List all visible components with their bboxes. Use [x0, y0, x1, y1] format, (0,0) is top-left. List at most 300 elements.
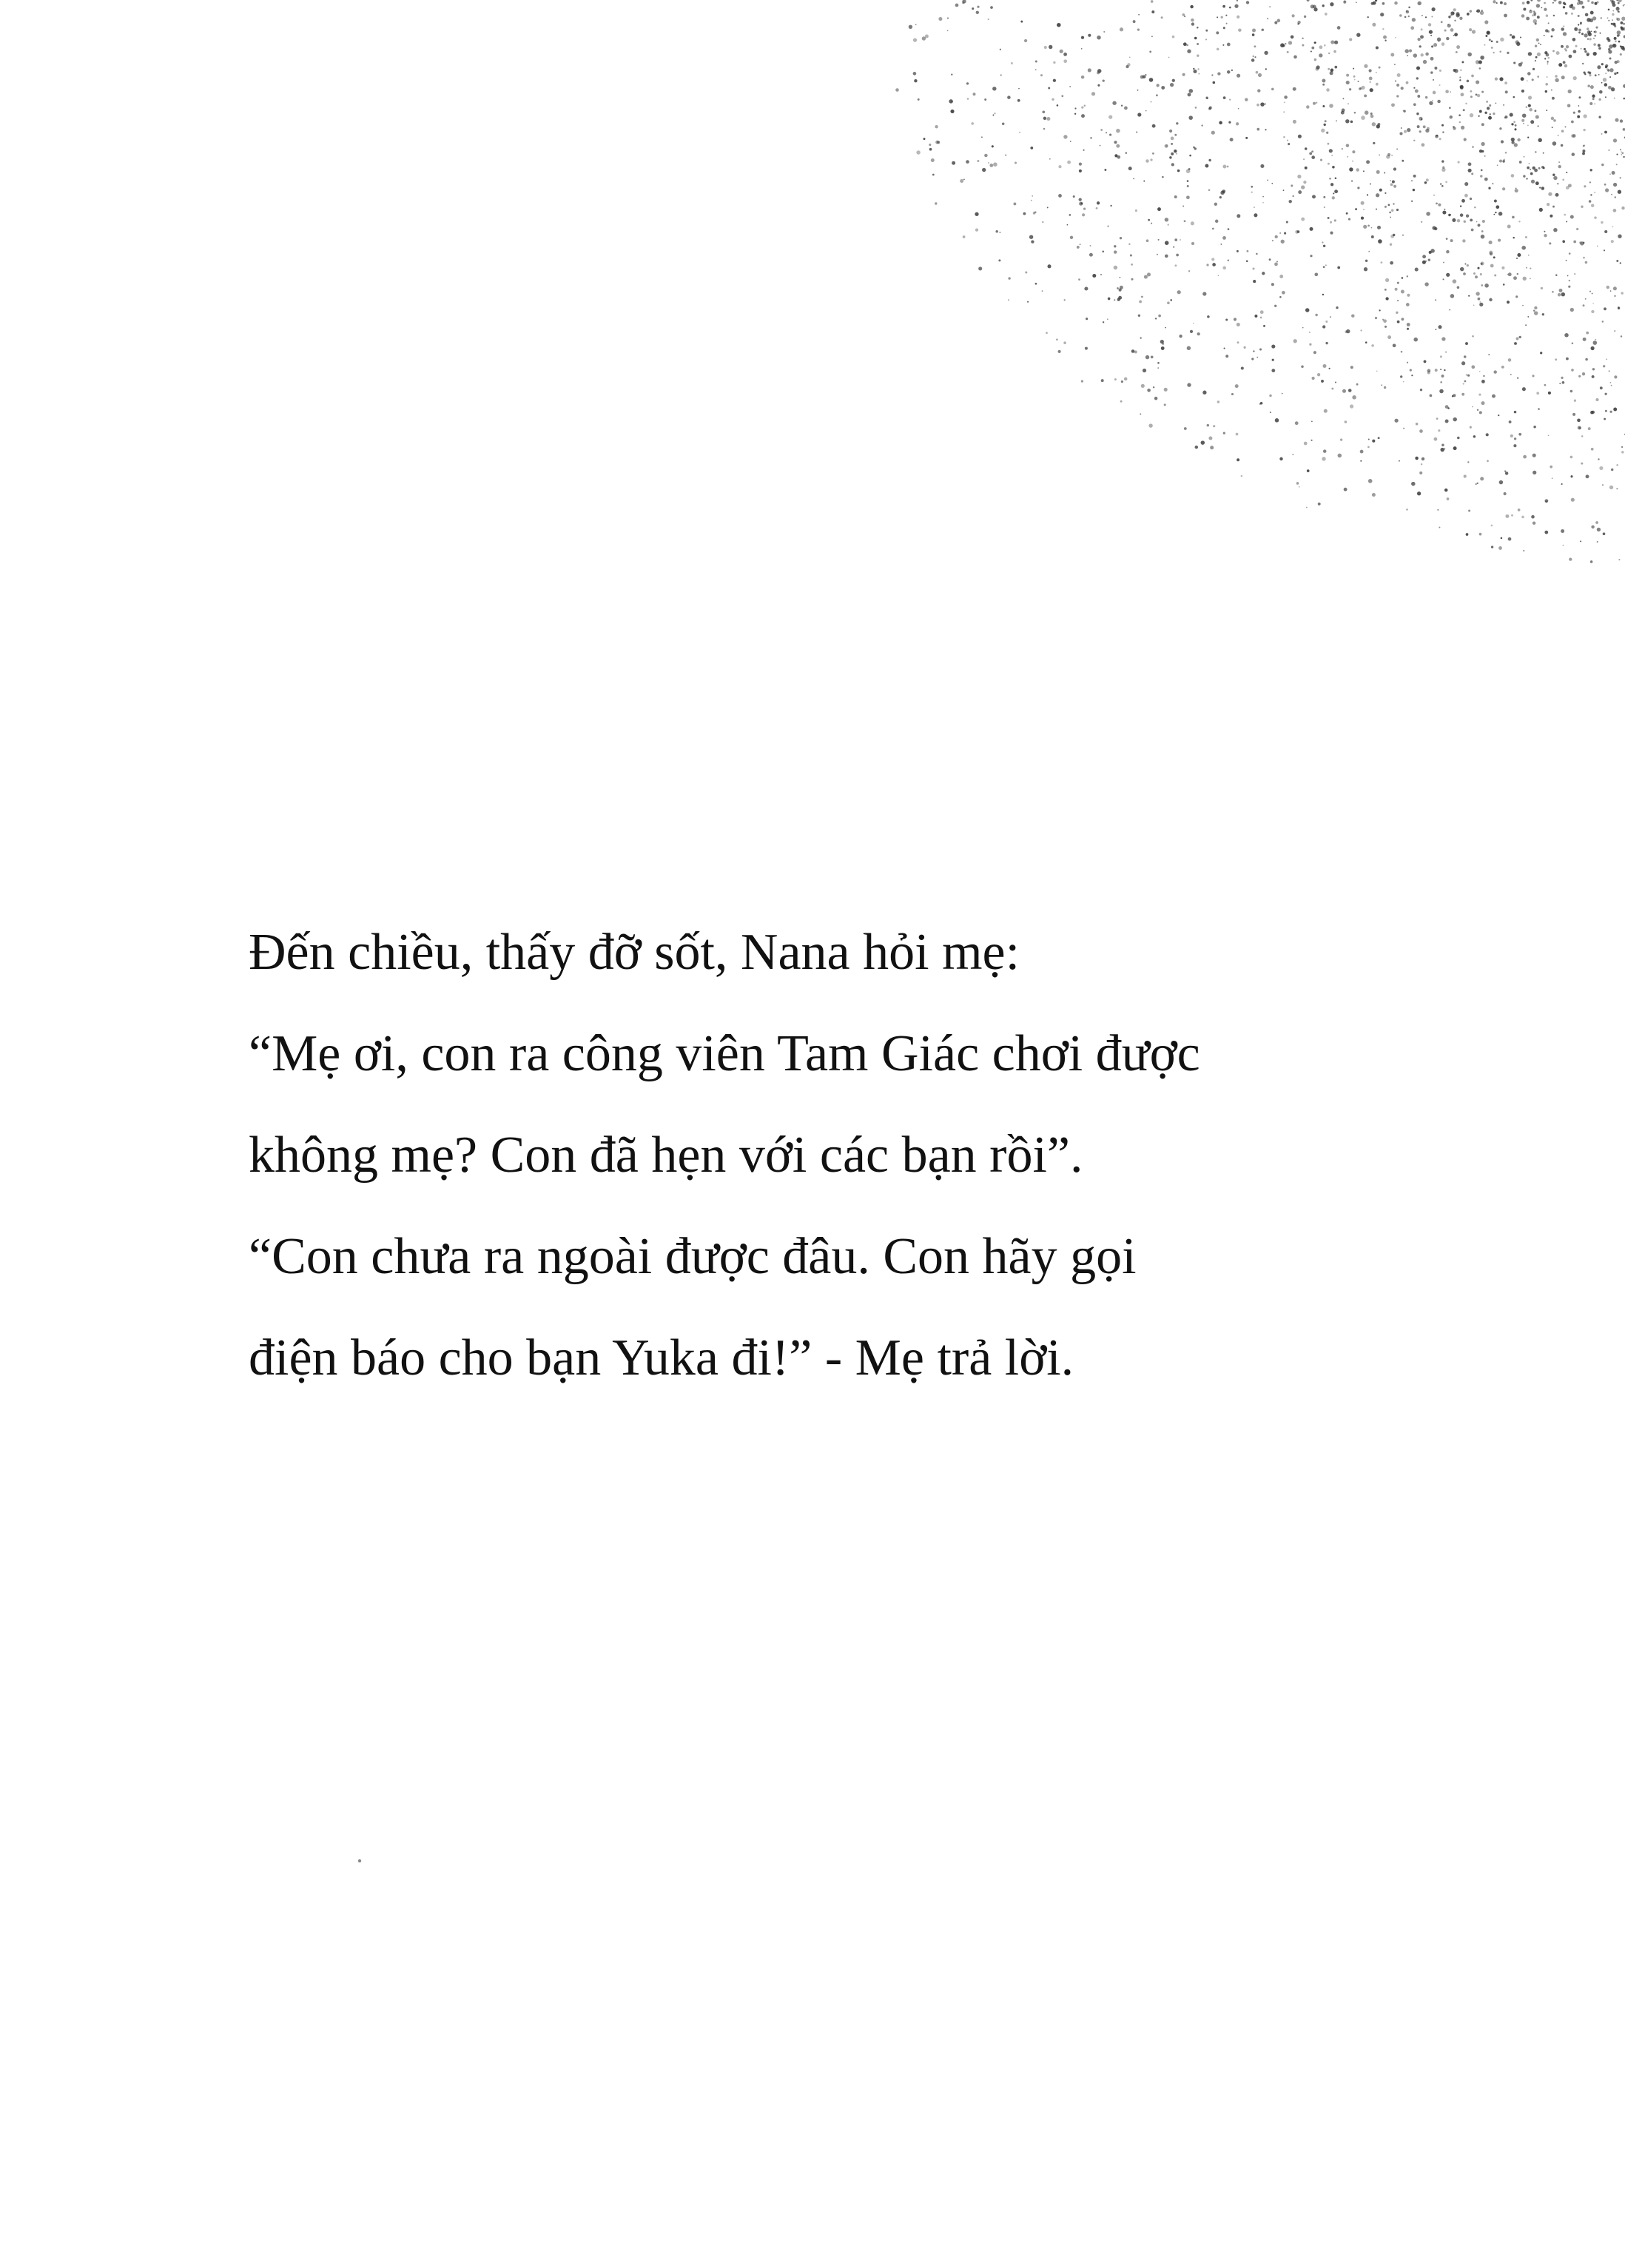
speckle-dot: [1416, 77, 1419, 79]
speckle-dot: [1197, 68, 1199, 70]
speckle-dot: [1322, 78, 1325, 82]
speckle-dot: [1447, 24, 1451, 27]
speckle-dot: [1587, 18, 1591, 22]
speckle-dot: [1330, 71, 1333, 75]
speckle-dot: [1177, 290, 1181, 294]
speckle-dot: [1161, 346, 1165, 350]
speckle-dot: [1253, 280, 1256, 283]
speckle-dot: [1376, 83, 1379, 86]
speckle-dot: [1490, 264, 1494, 268]
speckle-dot: [1597, 528, 1601, 531]
speckle-dot: [1280, 43, 1285, 47]
speckle-dot: [1534, 110, 1536, 112]
speckle-dot: [1450, 115, 1453, 118]
speckle-dot: [1526, 106, 1527, 107]
speckle-dot: [1157, 207, 1161, 211]
speckle-dot: [1510, 34, 1512, 36]
speckle-dot: [1121, 104, 1123, 106]
speckle-dot: [1352, 395, 1356, 400]
speckle-dot: [1172, 79, 1175, 82]
speckle-dot: [1323, 266, 1325, 268]
speckle-dot: [1536, 4, 1540, 7]
speckle-dot: [1367, 194, 1368, 195]
speckle-dot: [1500, 1, 1503, 4]
speckle-dot: [1615, 40, 1617, 42]
speckle-dot: [1566, 186, 1570, 189]
speckle-dot: [1507, 301, 1510, 303]
speckle-dot: [1109, 134, 1111, 136]
speckle-dot: [1246, 250, 1248, 252]
speckle-dot: [1605, 188, 1609, 192]
speckle-dot: [1158, 239, 1160, 241]
speckle-dot: [1174, 134, 1177, 136]
speckle-dot: [1577, 418, 1581, 422]
speckle-dot: [1264, 51, 1268, 55]
speckle-dot: [1346, 144, 1349, 147]
speckle-dot: [1535, 115, 1539, 118]
speckle-dot: [1578, 105, 1580, 107]
speckle-dot: [1612, 171, 1615, 175]
speckle-dot: [1040, 74, 1043, 76]
speckle-dot: [1621, 152, 1624, 154]
speckle-dot: [1303, 158, 1305, 160]
speckle-dot: [1151, 223, 1152, 224]
speckle-dot: [1578, 375, 1581, 378]
speckle-dot: [1345, 420, 1348, 423]
speckle-dot: [1195, 107, 1197, 109]
speckle-dot: [1603, 365, 1605, 367]
speckle-dot: [1616, 72, 1618, 74]
speckle-dot: [1501, 266, 1504, 269]
speckle-dot: [1381, 261, 1383, 264]
speckle-dot: [1299, 486, 1300, 488]
speckle-dot: [1441, 185, 1444, 187]
speckle-dot: [1311, 4, 1314, 8]
speckle-dot: [1602, 484, 1604, 486]
speckle-dot: [1174, 195, 1177, 198]
speckle-dot: [1406, 81, 1409, 84]
speckle-dot: [1309, 343, 1311, 346]
speckle-dot: [1597, 1, 1599, 3]
speckle-dot: [1316, 101, 1318, 104]
speckle-dot: [1257, 89, 1260, 92]
speckle-dot: [1342, 148, 1343, 150]
speckle-dot: [1561, 76, 1565, 79]
speckle-dot: [1548, 192, 1552, 196]
speckle-dot: [1480, 175, 1483, 178]
speckle-dot: [1416, 423, 1419, 426]
speckle-dot: [1310, 255, 1312, 257]
speckle-dot: [1614, 375, 1617, 378]
speckle-dot: [1285, 43, 1286, 44]
speckle-dot: [1215, 220, 1219, 224]
speckle-dot: [1360, 450, 1364, 454]
speckle-dot: [1484, 112, 1487, 114]
speckle-dot: [1124, 107, 1128, 110]
speckle-dot: [1387, 335, 1391, 339]
speckle-dot: [1324, 409, 1328, 413]
speckle-dot: [1459, 114, 1461, 116]
speckle-dot: [1177, 170, 1180, 172]
speckle-dot: [1162, 176, 1164, 178]
speckle-dot: [1395, 37, 1396, 38]
speckle-dot: [1604, 249, 1605, 251]
speckle-dot: [1620, 45, 1622, 47]
speckle-dot: [1222, 236, 1226, 240]
speckle-dot: [1228, 228, 1230, 230]
speckle-dot: [1530, 120, 1534, 124]
speckle-dot: [1293, 120, 1296, 124]
speckle-dot: [1481, 284, 1483, 286]
speckle-dot: [1601, 63, 1604, 65]
speckle-dot: [1126, 65, 1128, 68]
speckle-dot: [1618, 306, 1620, 309]
speckle-dot: [1131, 278, 1134, 281]
speckle-dot: [1143, 75, 1146, 78]
speckle-dot: [1237, 341, 1239, 343]
speckle-dot: [1491, 47, 1493, 49]
speckle-dot: [1613, 286, 1617, 290]
speckle-dot: [1369, 76, 1373, 80]
speckle-dot: [1205, 38, 1207, 40]
speckle-dot: [1234, 4, 1238, 8]
speckle-dot: [1311, 150, 1313, 152]
speckle-dot: [1311, 377, 1314, 380]
speckle-dot: [1454, 69, 1458, 73]
speckle-dot: [1460, 213, 1464, 217]
speckle-dot: [1515, 124, 1517, 127]
speckle-dot: [1426, 212, 1430, 216]
speckle-dot: [1271, 369, 1275, 372]
speckle-dot: [1492, 183, 1493, 184]
speckle-dot: [1265, 129, 1266, 130]
speckle-dot: [1586, 332, 1589, 335]
speckle-dot: [1252, 29, 1256, 33]
speckle-dot: [1370, 113, 1373, 115]
speckle-dot: [1432, 226, 1436, 229]
speckle-dot: [1380, 13, 1384, 16]
speckle-dot: [1617, 7, 1618, 8]
speckle-dot: [1297, 21, 1300, 24]
speckle-dot: [1475, 275, 1478, 278]
speckle-dot: [1484, 155, 1486, 157]
speckle-dot: [1100, 145, 1101, 147]
speckle-dot: [1503, 284, 1505, 286]
speckle-dot: [1461, 61, 1464, 63]
speckle-dot: [1330, 69, 1334, 73]
speckle-dot: [1579, 241, 1581, 244]
speckle-dot: [1015, 162, 1017, 164]
speckle-dot: [1491, 40, 1493, 42]
speckle-dot: [1329, 149, 1333, 152]
speckle-dot: [1394, 64, 1396, 65]
speckle-dot: [1387, 153, 1390, 156]
speckle-dot: [1555, 274, 1557, 275]
speckle-dot: [1476, 221, 1478, 223]
speckle-dot: [1137, 90, 1139, 91]
speckle-dot: [1581, 463, 1583, 465]
speckle-dot: [1318, 503, 1321, 506]
speckle-dot: [993, 162, 997, 167]
speckle-dot: [1590, 411, 1594, 415]
speckle-dot: [1609, 173, 1611, 175]
speckle-dot: [1445, 181, 1447, 183]
speckle-dot: [1256, 71, 1259, 74]
speckle-dot: [1444, 30, 1447, 32]
speckle-dot: [1197, 55, 1199, 57]
speckle-dot: [955, 4, 959, 7]
speckle-dot: [1585, 13, 1589, 17]
speckle-dot: [1396, 84, 1399, 87]
speckle-dot: [1558, 135, 1559, 136]
speckle-dot: [1174, 264, 1177, 266]
speckle-dot: [1573, 50, 1577, 53]
speckle-dot: [1336, 120, 1337, 121]
speckle-dot: [1609, 411, 1612, 413]
speckle-dot: [1502, 187, 1505, 190]
speckle-dot: [1503, 104, 1504, 106]
story-line-4: “Con chưa ra ngoài được đâu. Con hãy gọi: [249, 1228, 1137, 1285]
speckle-dot: [1403, 110, 1405, 112]
speckle-dot: [1620, 149, 1621, 150]
speckle-dot: [1156, 84, 1159, 87]
speckle-dot: [1151, 101, 1152, 103]
speckle-dot: [1528, 52, 1532, 56]
speckle-dot: [1103, 321, 1104, 323]
speckle-dot: [1259, 403, 1262, 405]
speckle-dot: [1217, 72, 1220, 75]
speckle-dot: [1205, 164, 1208, 168]
speckle-dot: [1270, 412, 1271, 413]
speckle-dot: [1435, 135, 1439, 138]
speckle-dot: [1505, 514, 1509, 518]
speckle-dot: [1446, 273, 1450, 277]
speckle-dot: [1384, 386, 1386, 389]
speckle-dot: [1271, 345, 1275, 349]
speckle-dot: [1415, 90, 1419, 93]
speckle-dot: [1296, 482, 1299, 485]
speckle-dot: [1425, 53, 1429, 56]
speckle-dot: [1103, 31, 1105, 33]
speckle-dot: [1368, 251, 1370, 252]
speckle-dot: [1459, 121, 1461, 123]
speckle-dot: [1271, 183, 1273, 184]
speckle-dot: [1311, 47, 1314, 50]
speckle-dot: [1589, 291, 1591, 292]
speckle-dot: [913, 72, 917, 76]
speckle-dot: [1212, 228, 1214, 230]
speckle-dot: [1302, 327, 1304, 329]
speckle-dot: [1489, 298, 1492, 301]
speckle-dot: [1445, 420, 1449, 423]
speckle-dot: [1453, 13, 1455, 14]
speckle-dot: [1584, 144, 1585, 146]
speckle-dot: [1573, 241, 1576, 244]
speckle-dot: [914, 79, 917, 82]
speckle-dot: [1356, 383, 1359, 386]
speckle-dot: [1552, 97, 1555, 100]
speckle-dot: [1421, 221, 1422, 223]
speckle-dot: [1275, 418, 1279, 423]
speckle-dot: [1450, 214, 1451, 215]
speckle-dot: [1407, 294, 1410, 297]
speckle-dot: [1194, 37, 1197, 40]
speckle-dot: [1323, 196, 1325, 198]
speckle-dot: [1540, 44, 1541, 45]
speckle-dot: [1091, 92, 1095, 95]
speckle-dot: [1422, 255, 1426, 258]
speckle-dot: [1197, 43, 1199, 45]
speckle-dot: [1446, 37, 1449, 40]
speckle-dot: [1544, 58, 1546, 59]
speckle-dot: [1385, 297, 1388, 300]
speckle-dot: [1263, 325, 1265, 327]
speckle-dot: [1365, 341, 1367, 343]
speckle-dot: [1521, 246, 1526, 250]
speckle-dot: [1472, 146, 1473, 147]
speckle-dot: [1244, 346, 1246, 349]
speckle-dot: [1097, 201, 1100, 204]
speckle-dot: [1582, 150, 1585, 152]
speckle-dot: [1588, 31, 1590, 33]
speckle-dot: [1370, 115, 1374, 118]
speckle-dot: [1513, 237, 1515, 239]
speckle-dot: [1390, 243, 1392, 245]
speckle-dot: [1613, 408, 1617, 412]
speckle-dot: [1601, 221, 1604, 224]
speckle-dot: [1464, 264, 1466, 265]
speckle-dot: [1565, 12, 1568, 15]
speckle-dot: [1171, 137, 1174, 141]
speckle-dot: [1049, 158, 1051, 160]
speckle-dot: [1212, 263, 1216, 266]
speckle-dot: [1216, 31, 1219, 34]
speckle-dot: [1288, 200, 1291, 203]
speckle-dot: [1143, 181, 1145, 182]
speckle-dot: [1208, 437, 1212, 440]
speckle-dot: [1594, 30, 1597, 33]
speckle-dot: [1587, 0, 1589, 2]
speckle-dot: [1329, 104, 1333, 108]
speckle-dot: [1565, 50, 1567, 52]
speckle-dot: [1126, 152, 1127, 154]
speckle-dot: [1165, 255, 1168, 258]
speckle-dot: [1415, 457, 1419, 460]
speckle-dot: [1237, 323, 1240, 326]
speckle-dot: [1330, 316, 1331, 318]
speckle-dot: [1311, 440, 1313, 441]
speckle-dot: [1615, 118, 1618, 122]
speckle-dot: [1588, 427, 1591, 430]
speckle-dot: [1474, 207, 1476, 209]
speckle-dot: [1605, 64, 1608, 67]
speckle-dot: [1024, 39, 1027, 42]
speckle-dot: [1141, 384, 1145, 388]
speckle-dot: [1359, 87, 1362, 90]
speckle-dot: [1457, 437, 1460, 440]
speckle-dot: [1488, 116, 1492, 120]
speckle-dot: [1437, 38, 1441, 41]
speckle-dot: [1252, 267, 1254, 269]
speckle-dot: [1023, 212, 1026, 215]
speckle-dot: [967, 98, 969, 100]
speckle-dot: [909, 25, 912, 29]
speckle-dot: [1534, 306, 1537, 309]
speckle-dot: [1476, 81, 1479, 84]
speckle-dot: [1150, 158, 1152, 161]
speckle-dot: [1576, 228, 1578, 230]
speckle-dot: [1578, 426, 1581, 429]
speckle-dot: [1129, 57, 1131, 58]
speckle-dot: [981, 136, 983, 138]
speckle-dot: [1564, 3, 1567, 5]
speckle-dot: [1436, 135, 1439, 137]
story-paragraph: [249, 902, 1581, 1409]
speckle-dot: [1453, 8, 1456, 11]
speckle-dot: [1574, 273, 1575, 275]
speckle-dot: [1046, 332, 1048, 334]
speckle-dot: [1496, 2, 1498, 4]
speckle-dot: [1562, 545, 1564, 546]
speckle-dot: [1397, 300, 1399, 301]
speckle-dot: [1031, 240, 1034, 243]
speckle-dot: [1139, 301, 1142, 303]
speckle-dot: [1411, 482, 1416, 486]
speckle-dot: [1456, 13, 1459, 17]
speckle-dot: [1523, 550, 1524, 551]
speckle-dot: [1530, 172, 1533, 175]
speckle-dot: [1365, 260, 1367, 262]
speckle-dot: [1288, 143, 1290, 145]
speckle-dot: [1413, 103, 1416, 106]
speckle-dot: [1063, 53, 1067, 56]
speckle-dot: [1174, 238, 1177, 241]
speckle-dot: [1322, 241, 1323, 243]
speckle-dot: [1590, 85, 1594, 89]
speckle-dot: [916, 150, 920, 154]
speckle-dot: [1535, 181, 1539, 185]
speckle-dot: [1367, 16, 1369, 18]
speckle-dot: [1616, 18, 1618, 19]
speckle-dot: [1605, 96, 1607, 98]
speckle-dot: [1321, 129, 1325, 132]
speckle-dot: [1571, 121, 1574, 124]
speckle-dot: [1424, 360, 1427, 363]
speckle-dot: [1261, 29, 1264, 32]
speckle-dot: [1534, 14, 1535, 16]
speckle-dot: [1344, 0, 1345, 1]
speckle-dot: [1585, 358, 1588, 361]
speckle-dot: [1154, 397, 1158, 400]
speckle-dot: [1368, 479, 1373, 483]
speckle-dot: [1307, 469, 1310, 472]
speckle-dot: [1287, 140, 1288, 141]
speckle-dot: [1591, 30, 1592, 32]
speckle-dot: [1548, 392, 1551, 395]
speckle-dot: [1477, 483, 1478, 484]
speckle-dot: [1446, 238, 1448, 240]
speckle-dot: [1572, 134, 1576, 138]
speckle-dot: [1566, 221, 1567, 222]
speckle-dot: [1515, 40, 1519, 44]
speckle-dot: [1569, 252, 1571, 255]
speckle-dot: [1460, 70, 1461, 71]
speckle-dot: [1235, 384, 1239, 388]
speckle-dot: [1477, 267, 1479, 269]
speckle-dot: [1275, 235, 1278, 238]
speckle-dot: [1598, 98, 1601, 101]
speckle-dot: [1032, 195, 1033, 197]
